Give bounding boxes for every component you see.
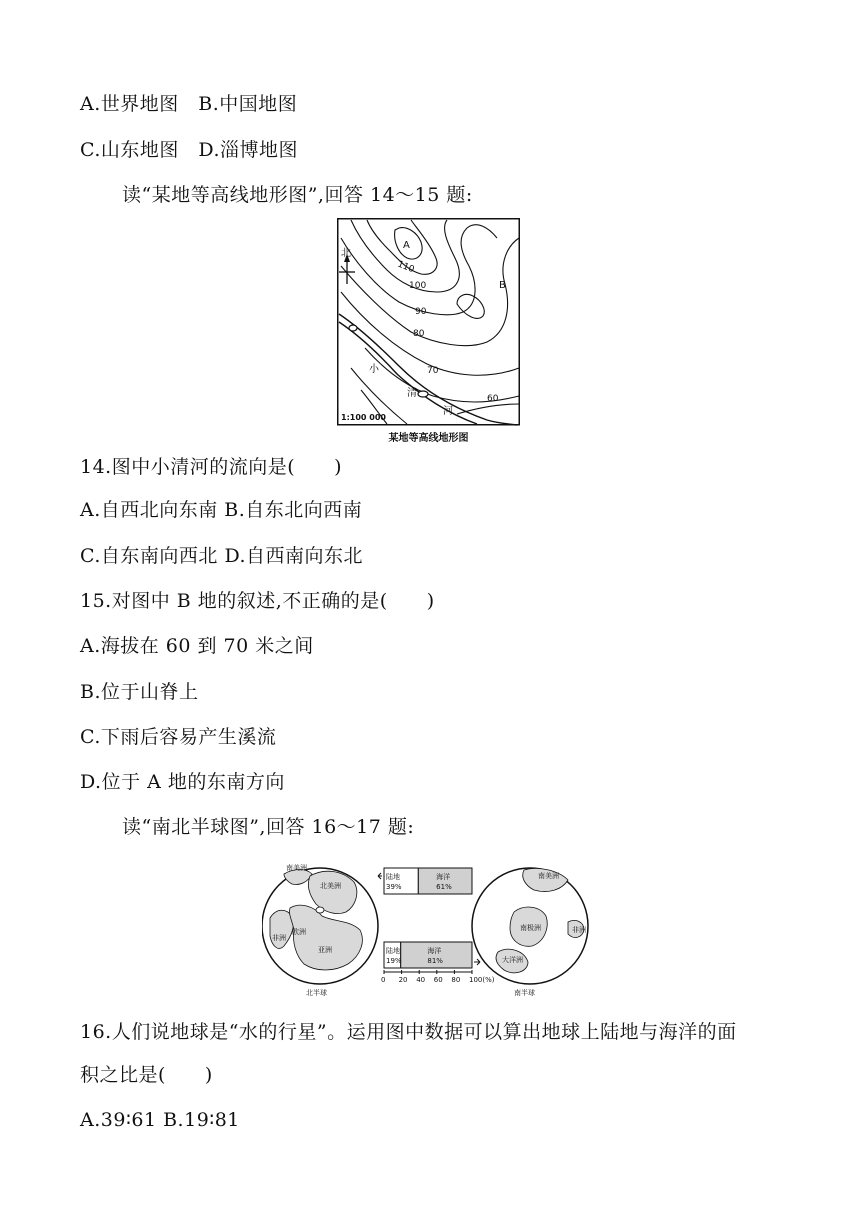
contour-label-60: 60 <box>487 394 499 404</box>
south-label-africa: 非洲 <box>572 926 586 934</box>
point-a-label: A <box>403 240 410 251</box>
contour-map <box>337 218 520 428</box>
q16-stem-line1: 16.人们说地球是“水的行星”。运用图中数据可以算出地球上陆地与海洋的面 <box>80 1021 737 1043</box>
south-label-oceania: 大洋洲 <box>502 956 523 964</box>
intro-14-15: 读“某地等高线地形图”,回答 14～15 题: <box>122 184 473 206</box>
north-label-north-america: 北美洲 <box>320 882 341 890</box>
q13-options-row2: C.山东地图 D.淄博地图 <box>80 139 298 161</box>
south-ocean-label: 海洋 <box>427 947 442 955</box>
north-land-value: 39% <box>386 883 402 891</box>
axis-tick-label: 80 <box>451 976 461 984</box>
axis-tick-label: 60 <box>433 976 443 984</box>
south-hemisphere-caption: 南半球 <box>514 989 535 997</box>
south-bar-arrow-icon <box>474 959 480 965</box>
north-label-south-america: 南美洲 <box>286 864 307 872</box>
contour-label-100: 100 <box>409 281 427 291</box>
q14-options-row1: A.自西北向东南 B.自东北向西南 <box>80 499 363 521</box>
contour-label-70: 70 <box>427 366 439 376</box>
contour-label-80: 80 <box>413 329 425 339</box>
q13-options-row1: A.世界地图 B.中国地图 <box>80 93 298 115</box>
intro-16-17: 读“南北半球图”,回答 16～17 题: <box>122 816 415 838</box>
river-char-1: 小 <box>369 364 379 375</box>
north-hemisphere-caption: 北半球 <box>306 989 327 997</box>
south-land-value: 19% <box>386 957 402 965</box>
north-bar-arrow-icon <box>378 873 382 879</box>
north-label: 北 <box>341 248 351 259</box>
river-char-2: 清 <box>407 388 417 399</box>
point-b-label: B <box>499 280 506 291</box>
contour-label-110: 110 <box>395 259 416 276</box>
q16-stem-line2: 积之比是( ) <box>80 1064 213 1086</box>
map-scale: 1:100 000 <box>341 413 386 422</box>
q16-options-row1: A.39∶61 B.19∶81 <box>80 1109 240 1131</box>
axis-tick-label: 20 <box>398 976 408 984</box>
south-ocean-value: 81% <box>427 957 443 965</box>
contour-map-caption: 某地等高线地形图 <box>388 433 469 444</box>
river-char-3: 河 <box>443 406 453 417</box>
north-ocean-value: 61% <box>436 883 452 891</box>
axis-tick-label: 40 <box>416 976 426 984</box>
hemisphere-figure <box>262 856 600 998</box>
q15-option-d: D.位于 A 地的东南方向 <box>80 771 285 793</box>
contour-map-figure <box>337 218 520 446</box>
south-label-antarctica: 南极洲 <box>520 924 541 932</box>
q14-stem: 14.图中小清河的流向是( ) <box>80 456 343 478</box>
q15-option-b: B.位于山脊上 <box>80 681 199 703</box>
q14-options-row2: C.自东南向西北 D.自西南向东北 <box>80 545 364 567</box>
north-label-europe: 欧洲 <box>292 928 306 936</box>
north-land-label: 陆地 <box>386 873 400 881</box>
axis-tick-label: 100(%) <box>469 976 495 984</box>
south-land-label: 陆地 <box>386 947 400 955</box>
q15-stem: 15.对图中 B 地的叙述,不正确的是( ) <box>80 590 435 612</box>
q15-option-a: A.海拔在 60 到 70 米之间 <box>80 635 314 657</box>
contour-label-90: 90 <box>415 307 427 317</box>
north-label-asia: 亚洲 <box>318 946 332 954</box>
north-ocean-label: 海洋 <box>436 873 451 881</box>
north-label-africa: 非洲 <box>272 934 286 942</box>
q15-option-c: C.下雨后容易产生溪流 <box>80 726 277 748</box>
axis-tick-label: 0 <box>381 976 386 984</box>
south-label-south-america: 南美洲 <box>538 872 559 880</box>
